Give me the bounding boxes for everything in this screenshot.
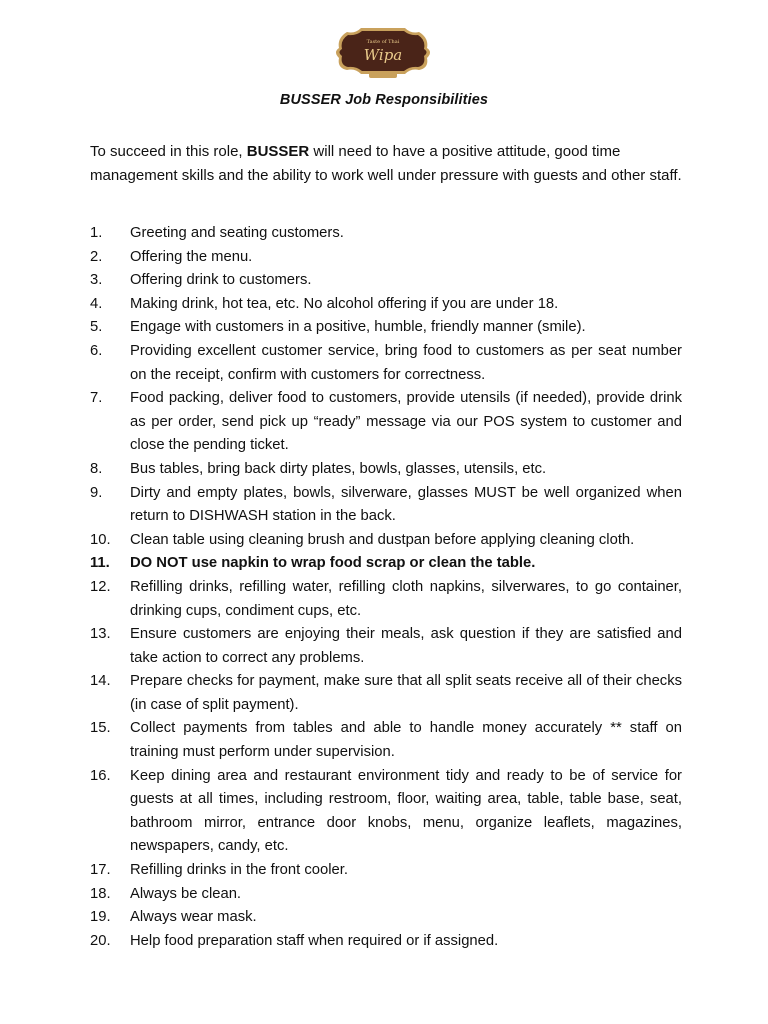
list-item <box>90 458 682 482</box>
intro-after: will need to have a positive attitude, good time management skills and the ability to work well under pressure with guests and other staff. <box>90 143 682 184</box>
list-item-number: 18. <box>90 885 111 902</box>
list-item <box>90 482 682 529</box>
list-item-number: 14. <box>90 673 111 690</box>
responsibilities-list <box>90 222 682 953</box>
list-item-number: 15. <box>90 720 111 737</box>
list-item <box>90 717 682 764</box>
list-item-number: 13. <box>90 626 111 643</box>
list-item-text: Making drink, hot tea, etc. No alcohol offering if you are under 18. <box>130 295 559 312</box>
list-item-text: Offering drink to customers. <box>130 272 312 289</box>
list-item <box>90 552 682 576</box>
list-item-number: 3. <box>90 272 103 289</box>
list-item-text: Refilling drinks, refilling water, refilling cloth napkins, silverwares, to go container, drinking cups, condiment cups, etc. <box>130 578 682 619</box>
list-item-text: Prepare checks for payment, make sure that all split seats receive all of their checks (in case of split payment). <box>130 673 682 713</box>
list-item-text: Keep dining area and restaurant environment tidy and ready to be of service for guests at all times, including restroom, floor, waiting area, table, table base, seat, bathroom mirror, entrance door knobs, menu, organize leaflets, magazines, newspapers, candy, etc. <box>130 767 682 855</box>
intro-paragraph <box>90 140 690 188</box>
intro-role: BUSSER <box>246 143 310 160</box>
list-item-number: 1. <box>90 225 103 241</box>
list-item-text: Always be clean. <box>130 885 242 902</box>
list-item-text: Refilling drinks in the front cooler. <box>130 862 348 879</box>
intro-before: To succeed in this role, <box>90 143 247 160</box>
logo-brand-text: Wipa <box>363 46 403 64</box>
list-item-number: 8. <box>90 460 103 477</box>
list-item-text: Food packing, deliver food to customers, provide utensils (if needed), provide drink as per order, send pick up “ready” message via our POS system to customer and close the pending ticket. <box>130 390 682 454</box>
list-item <box>90 765 682 859</box>
list-item <box>90 293 682 317</box>
list-item-number: 12. <box>90 578 111 595</box>
list-item-number: 16. <box>90 767 111 784</box>
list-item <box>90 340 682 387</box>
list-item-text: Engage with customers in a positive, humble, friendly manner (smile). <box>130 319 586 336</box>
list-item <box>90 670 682 717</box>
list-item-number: 10. <box>90 531 111 548</box>
list-item-number: 11. <box>90 555 110 572</box>
list-item-text: Greeting and seating customers. <box>130 225 344 241</box>
list-item-number: 6. <box>90 342 103 359</box>
list-item-number: 9. <box>90 484 103 501</box>
list-item-text: Always wear mask. <box>130 909 257 926</box>
list-item-number: 2. <box>90 248 103 265</box>
logo-top-text: Taste of Thai <box>366 39 400 45</box>
list-item-text: Collect payments from tables and able to handle money accurately ** staff on training must perform under supervision. <box>130 720 682 761</box>
list-item-number: 20. <box>90 932 111 949</box>
list-item <box>90 623 682 670</box>
list-item-text: Providing excellent customer service, bring food to customers as per seat number on the receipt, confirm with customers for correctness. <box>130 342 682 383</box>
list-item <box>90 387 682 458</box>
list-item-text: Help food preparation staff when required or if assigned. <box>130 932 499 949</box>
list-item <box>90 316 682 340</box>
list-item-text: Dirty and empty plates, bowls, silverware, glasses MUST be well organized when return to DISHWASH station in the back. <box>130 484 682 525</box>
list-item <box>90 930 682 954</box>
list-item <box>90 529 682 553</box>
list-item-text: Bus tables, bring back dirty plates, bowls, glasses, utensils, etc. <box>130 460 547 477</box>
list-item <box>90 906 682 930</box>
list-item-text: DO NOT use napkin to wrap food scrap or clean the table. <box>130 555 536 572</box>
list-item-number: 4. <box>90 295 103 312</box>
list-item-number: 17. <box>90 862 111 879</box>
list-item-text: Clean table using cleaning brush and dustpan before applying cleaning cloth. <box>130 531 635 548</box>
list-item <box>90 269 682 293</box>
list-item-number: 7. <box>90 390 103 407</box>
list-item-number: 19. <box>90 909 111 926</box>
list-item <box>90 576 682 623</box>
list-item <box>90 246 682 270</box>
list-item-text: Ensure customers are enjoying their meals, ask question if they are satisfied and take action to correct any problems. <box>130 626 682 666</box>
list-item <box>90 883 682 907</box>
wipa-logo <box>331 24 435 80</box>
list-item-number: 5. <box>90 319 103 336</box>
list-item-text: Offering the menu. <box>130 248 253 265</box>
page-title: BUSSER Job Responsibilities <box>279 92 489 108</box>
list-item <box>90 222 682 246</box>
list-item <box>90 859 682 883</box>
